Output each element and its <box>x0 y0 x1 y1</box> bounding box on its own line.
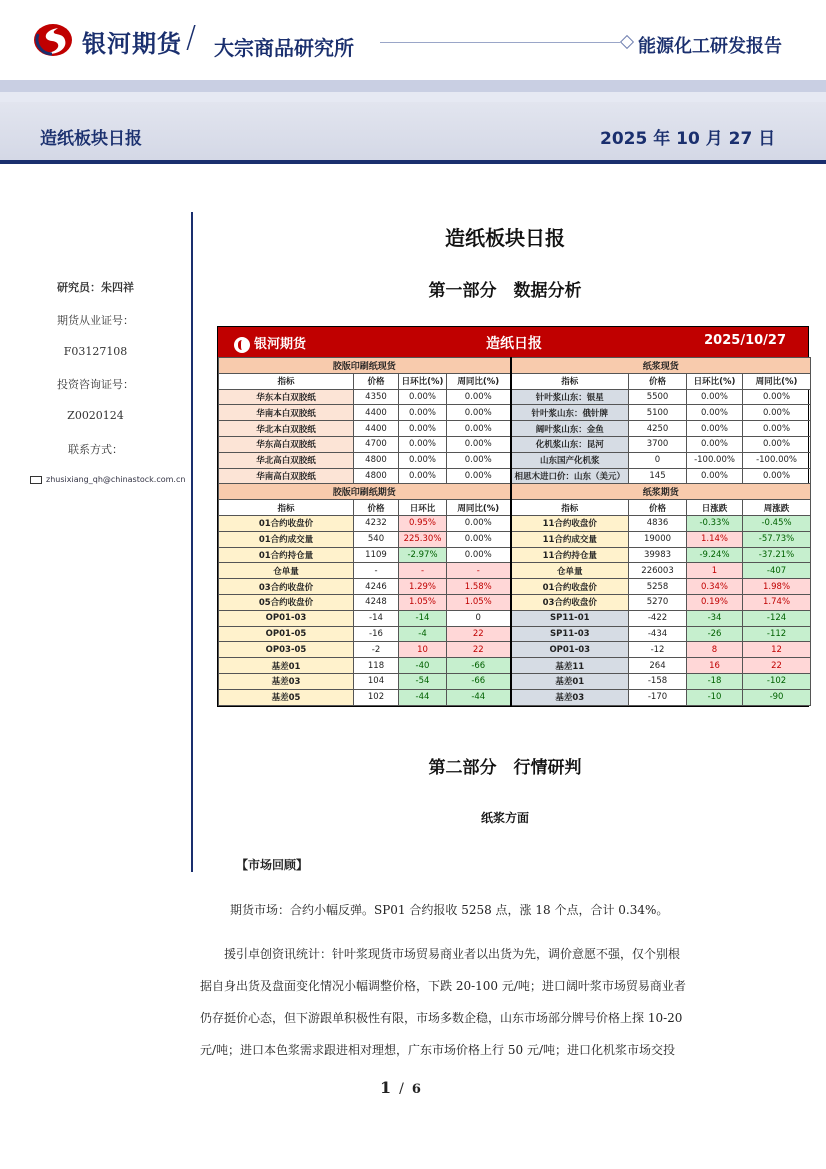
data-grid <box>218 357 811 706</box>
table-row <box>219 689 811 705</box>
table-row <box>219 626 811 642</box>
price-value: -170 <box>629 689 687 705</box>
row-label: 01合约成交量 <box>219 531 354 547</box>
table-row <box>219 452 811 468</box>
change-value: -37.21% <box>743 547 811 563</box>
change-value: 0.00% <box>447 389 511 405</box>
table-row <box>219 468 811 484</box>
change-value: 0.00% <box>447 515 511 531</box>
column-header: 日环比(%) <box>399 373 447 389</box>
price-value: 4250 <box>629 421 687 437</box>
table-logo <box>234 333 306 353</box>
table-row <box>219 389 811 405</box>
change-value: 10 <box>399 642 447 658</box>
row-label: 仓单量 <box>511 563 629 579</box>
change-value: -124 <box>743 610 811 626</box>
change-value: 22 <box>447 626 511 642</box>
table-row <box>219 421 811 437</box>
galaxy-logo-icon <box>234 337 250 353</box>
column-header: 指标 <box>219 500 354 516</box>
price-value: 4232 <box>354 515 399 531</box>
institute-name: 大宗商品研究所 <box>214 36 354 60</box>
change-value: 0.34% <box>687 579 743 595</box>
price-value: 4248 <box>354 594 399 610</box>
researcher-name: 研究员：朱四祥 <box>57 281 134 294</box>
change-value: 22 <box>743 658 811 674</box>
change-value: 16 <box>687 658 743 674</box>
header-divider-line <box>380 42 620 43</box>
change-value: 8 <box>687 642 743 658</box>
row-label: 华北本白双胶纸 <box>219 421 354 437</box>
change-value: 0.00% <box>399 468 447 484</box>
price-value: -158 <box>629 673 687 689</box>
invest-cert-label: 投资咨询证号： <box>57 378 134 391</box>
change-value: -9.24% <box>687 547 743 563</box>
price-value: 226003 <box>629 563 687 579</box>
price-value: 4800 <box>354 468 399 484</box>
price-value: 5100 <box>629 405 687 421</box>
row-label: 仓单量 <box>219 563 354 579</box>
header-band <box>0 80 826 92</box>
table-row <box>219 610 811 626</box>
row-label: 针叶浆山东：俄针牌 <box>511 405 629 421</box>
row-label: 相思木进口价：山东（美元） <box>511 468 629 484</box>
futures-cert-number: F03127108 <box>63 345 128 358</box>
price-value: -422 <box>629 610 687 626</box>
change-value: 1.14% <box>687 531 743 547</box>
row-label: 针叶浆山东：银星 <box>511 389 629 405</box>
column-header: 日涨跌 <box>687 500 743 516</box>
table-date: 2025/10/27 <box>704 333 786 348</box>
change-value: -112 <box>743 626 811 642</box>
change-value: 0.00% <box>447 421 511 437</box>
change-value: 0.00% <box>687 436 743 452</box>
price-value: 540 <box>354 531 399 547</box>
change-value: 1.05% <box>399 594 447 610</box>
table-header-bar <box>218 327 808 357</box>
part1-heading: 第一部分 数据分析 <box>428 281 582 301</box>
change-value: -407 <box>743 563 811 579</box>
change-value: 22 <box>447 642 511 658</box>
price-value: 5270 <box>629 594 687 610</box>
paragraph-line: 据自身出货及盘面变化情况小幅调整价格，下跌 20-100 元/吨；进口阔叶浆市场贸易商业者 <box>200 979 686 993</box>
column-header: 价格 <box>354 373 399 389</box>
price-value: 104 <box>354 673 399 689</box>
price-value: -434 <box>629 626 687 642</box>
column-header: 指标 <box>511 373 629 389</box>
column-header: 价格 <box>629 500 687 516</box>
price-value: 3700 <box>629 436 687 452</box>
change-value: 0.00% <box>399 452 447 468</box>
change-value: 0.00% <box>447 531 511 547</box>
change-value: 0.00% <box>399 405 447 421</box>
table-row <box>219 594 811 610</box>
part2-heading: 第二部分 行情研判 <box>428 758 582 778</box>
change-value: 0.00% <box>447 452 511 468</box>
row-label: 01合约持仓量 <box>219 547 354 563</box>
row-label: 华东本白双胶纸 <box>219 389 354 405</box>
change-value: 0.00% <box>743 389 811 405</box>
price-value: - <box>354 563 399 579</box>
section-row <box>219 358 811 374</box>
diamond-icon <box>620 35 634 49</box>
company-name: 银河期货 <box>82 30 182 58</box>
contact-email[interactable]: zhusixiang_qh@chinastock.com.cn <box>46 475 186 484</box>
sidebar-divider <box>191 212 193 872</box>
change-value: 0.95% <box>399 515 447 531</box>
title-bar-underline <box>0 160 826 164</box>
market-review-label: 【市场回顾】 <box>236 858 309 872</box>
change-value: 1.74% <box>743 594 811 610</box>
row-label: 11合约成交量 <box>511 531 629 547</box>
table-row <box>219 579 811 595</box>
price-value: 118 <box>354 658 399 674</box>
table-row <box>219 547 811 563</box>
change-value: -66 <box>447 658 511 674</box>
row-label: 基差03 <box>511 689 629 705</box>
change-value: 0.00% <box>447 405 511 421</box>
change-value: 0.00% <box>399 421 447 437</box>
mail-icon <box>30 476 42 484</box>
page-header <box>0 0 826 80</box>
price-value: 264 <box>629 658 687 674</box>
column-header: 周同比(%) <box>447 500 511 516</box>
row-label: SP11-01 <box>511 610 629 626</box>
header-slash: / <box>186 20 197 55</box>
table-logo-text: 银河期货 <box>254 337 307 352</box>
column-header: 价格 <box>629 373 687 389</box>
row-label: OP03-05 <box>219 642 354 658</box>
change-value: -44 <box>447 689 511 705</box>
change-value: -0.33% <box>687 515 743 531</box>
futures-cert-label: 期货从业证号： <box>57 314 134 327</box>
row-label: 11合约持仓量 <box>511 547 629 563</box>
paragraph-line: 援引卓创资讯统计：针叶浆现货市场贸易商业者以出货为先，调价意愿不强，仅个别根 <box>200 947 681 961</box>
column-header: 日环比(%) <box>687 373 743 389</box>
price-value: 102 <box>354 689 399 705</box>
change-value: 225.30% <box>399 531 447 547</box>
section-header: 纸浆期货 <box>511 484 811 500</box>
price-value: 39983 <box>629 547 687 563</box>
change-value: 1.98% <box>743 579 811 595</box>
report-date: 2025 年 10 月 27 日 <box>600 129 776 149</box>
row-label: 01合约收盘价 <box>511 579 629 595</box>
column-header-row <box>219 500 811 516</box>
price-value: 5258 <box>629 579 687 595</box>
change-value: 0.00% <box>399 389 447 405</box>
change-value: -2.97% <box>399 547 447 563</box>
paragraph-line: 元/吨；进口本色浆需求跟进相对理想，广东市场价格上行 50 元/吨；进口化机浆市场交投 <box>200 1043 675 1057</box>
change-value: -57.73% <box>743 531 811 547</box>
row-label: 基差11 <box>511 658 629 674</box>
change-value: -26 <box>687 626 743 642</box>
header-band-light <box>0 92 826 102</box>
column-header: 指标 <box>219 373 354 389</box>
contact-email-row <box>30 475 190 484</box>
change-value: 0.00% <box>687 389 743 405</box>
column-header-row <box>219 373 811 389</box>
row-label: 基差01 <box>511 673 629 689</box>
paragraph-line: 仍存挺价心态，但下游跟单积极性有限，市场多数企稳，山东市场部分牌号价格上探 10-20 <box>200 1011 683 1025</box>
row-label: 华南高白双胶纸 <box>219 468 354 484</box>
row-label: 华北高白双胶纸 <box>219 452 354 468</box>
price-value: 5500 <box>629 389 687 405</box>
row-label: 11合约收盘价 <box>511 515 629 531</box>
change-value: 0.00% <box>743 436 811 452</box>
change-value: -34 <box>687 610 743 626</box>
change-value: 0.00% <box>687 421 743 437</box>
row-label: 山东国产化机浆 <box>511 452 629 468</box>
column-header: 周同比(%) <box>447 373 511 389</box>
row-label: 化机浆山东：昆河 <box>511 436 629 452</box>
column-header: 指标 <box>511 500 629 516</box>
change-value: 1.05% <box>447 594 511 610</box>
change-value: 0.00% <box>687 468 743 484</box>
price-value: -16 <box>354 626 399 642</box>
change-value: -18 <box>687 673 743 689</box>
price-value: 145 <box>629 468 687 484</box>
change-value: 12 <box>743 642 811 658</box>
pulp-subheading: 纸浆方面 <box>480 811 529 825</box>
price-value: 4700 <box>354 436 399 452</box>
change-value: -54 <box>399 673 447 689</box>
row-label: 华东高白双胶纸 <box>219 436 354 452</box>
row-label: 华南本白双胶纸 <box>219 405 354 421</box>
change-value: -44 <box>399 689 447 705</box>
column-header: 周同比(%) <box>743 373 811 389</box>
section-header: 纸浆现货 <box>511 358 811 374</box>
row-label: 03合约收盘价 <box>511 594 629 610</box>
column-header: 周涨跌 <box>743 500 811 516</box>
row-label: 基差01 <box>219 658 354 674</box>
price-value: 4400 <box>354 421 399 437</box>
table-title: 造纸日报 <box>486 336 542 352</box>
change-value: - <box>399 563 447 579</box>
change-value: 0.00% <box>447 436 511 452</box>
change-value: -4 <box>399 626 447 642</box>
change-value: -90 <box>743 689 811 705</box>
change-value: 0.00% <box>743 468 811 484</box>
change-value: 1 <box>687 563 743 579</box>
change-value: 0.00% <box>743 405 811 421</box>
price-value: 4800 <box>354 452 399 468</box>
section-header: 胶版印刷纸期货 <box>219 484 511 500</box>
change-value: 1.29% <box>399 579 447 595</box>
futures-market-paragraph: 期货市场：合约小幅反弹。SP01 合约报收 5258 点，涨 18 个点，合计 0.34%。 <box>230 903 669 917</box>
change-value: 0.00% <box>687 405 743 421</box>
table-row <box>219 658 811 674</box>
price-value: -12 <box>629 642 687 658</box>
table-row <box>219 515 811 531</box>
table-row <box>219 642 811 658</box>
row-label: 基差05 <box>219 689 354 705</box>
daily-data-table <box>217 326 809 707</box>
galaxy-logo-icon <box>32 22 74 58</box>
price-value: 19000 <box>629 531 687 547</box>
table-row <box>219 405 811 421</box>
change-value: -100.00% <box>743 452 811 468</box>
price-value: 4350 <box>354 389 399 405</box>
table-row <box>219 673 811 689</box>
price-value: 1109 <box>354 547 399 563</box>
row-label: SP11-03 <box>511 626 629 642</box>
change-value: 0 <box>447 610 511 626</box>
change-value: -66 <box>447 673 511 689</box>
change-value: 0.00% <box>743 421 811 437</box>
row-label: OP01-05 <box>219 626 354 642</box>
change-value: -14 <box>399 610 447 626</box>
price-value: 4400 <box>354 405 399 421</box>
row-label: 01合约收盘价 <box>219 515 354 531</box>
price-value: -2 <box>354 642 399 658</box>
spot-market-paragraph <box>200 938 790 1066</box>
main-title: 造纸板块日报 <box>445 226 565 250</box>
report-title: 造纸板块日报 <box>40 129 142 149</box>
change-value: 1.58% <box>447 579 511 595</box>
page-number <box>380 1078 421 1097</box>
change-value: -100.00% <box>687 452 743 468</box>
row-label: OP01-03 <box>219 610 354 626</box>
change-value: - <box>447 563 511 579</box>
change-value: -10 <box>687 689 743 705</box>
column-header: 日环比 <box>399 500 447 516</box>
change-value: 0.00% <box>447 468 511 484</box>
price-value: 4836 <box>629 515 687 531</box>
change-value: -0.45% <box>743 515 811 531</box>
change-value: 0.00% <box>399 436 447 452</box>
section-header: 胶版印刷纸现货 <box>219 358 511 374</box>
price-value: 0 <box>629 452 687 468</box>
change-value: 0.00% <box>447 547 511 563</box>
row-label: 05合约收盘价 <box>219 594 354 610</box>
page-current: 1 <box>380 1078 392 1097</box>
row-label: OP01-03 <box>511 642 629 658</box>
change-value: -40 <box>399 658 447 674</box>
change-value: 0.19% <box>687 594 743 610</box>
row-label: 03合约收盘价 <box>219 579 354 595</box>
report-series: 能源化工研发报告 <box>638 36 782 57</box>
section-row <box>219 484 811 500</box>
table-row <box>219 563 811 579</box>
title-bar <box>0 102 826 160</box>
row-label: 基差03 <box>219 673 354 689</box>
change-value: -102 <box>743 673 811 689</box>
table-row <box>219 436 811 452</box>
invest-cert-number: Z0020124 <box>67 409 124 422</box>
price-value: 4246 <box>354 579 399 595</box>
row-label: 阔叶浆山东：金鱼 <box>511 421 629 437</box>
page-total: 6 <box>411 1082 421 1097</box>
table-row <box>219 531 811 547</box>
price-value: -14 <box>354 610 399 626</box>
page-separator: / <box>399 1081 404 1097</box>
column-header: 价格 <box>354 500 399 516</box>
contact-label: 联系方式： <box>68 443 123 456</box>
